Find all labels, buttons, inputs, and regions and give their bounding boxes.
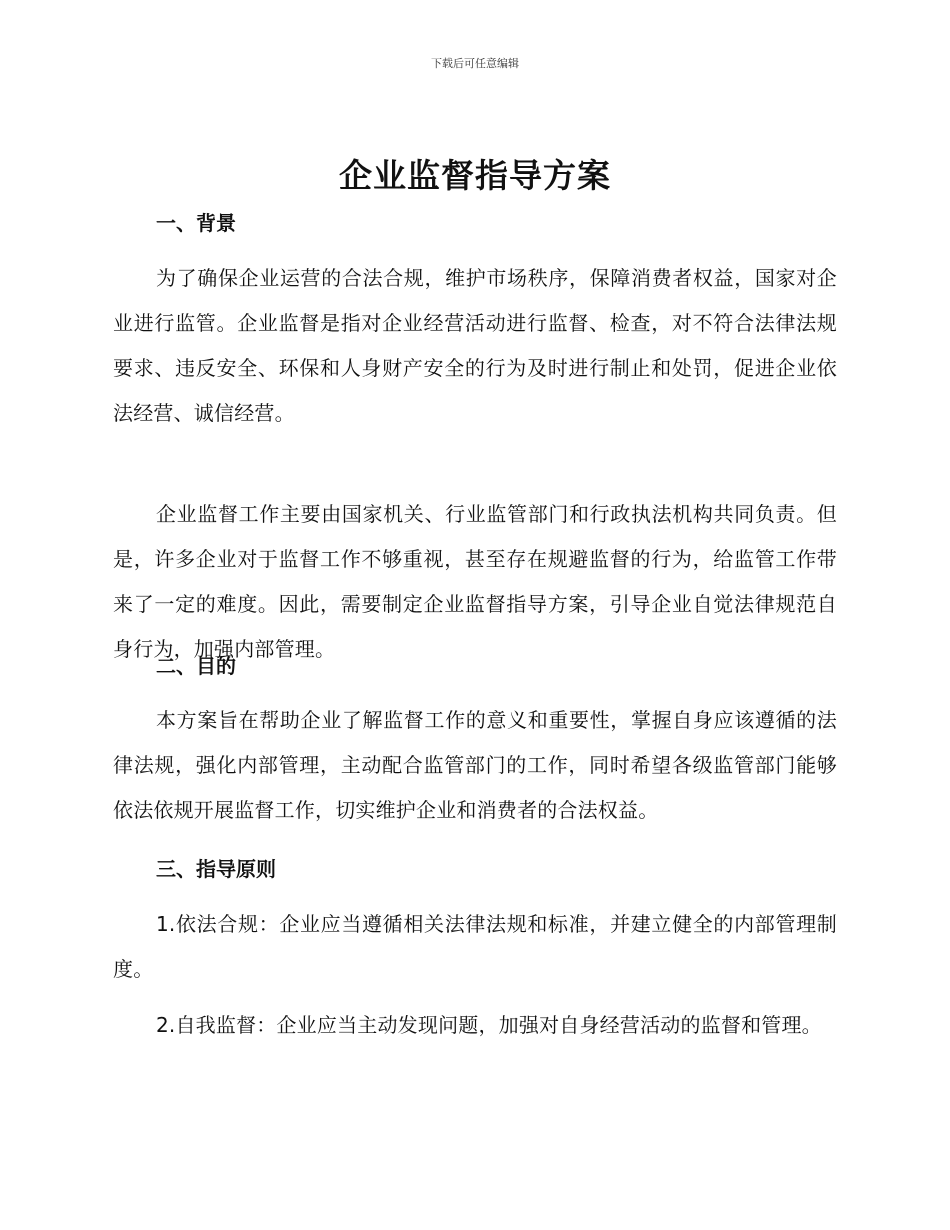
document-title: 企业监督指导方案 bbox=[339, 156, 611, 195]
section-heading-principles: 三、指导原则 bbox=[156, 857, 276, 881]
paragraph: 为了确保企业运营的合法合规，维护市场秩序，保障消费者权益，国家对企业进行监管。企业监督是指对企业经营活动进行监督、检查，对不符合法律法规要求、违反安全、环保和人身财产安全的行为及时进行制止和处罚，促进企业依法经营、诚信经营。 bbox=[113, 266, 837, 425]
paragraph: 1.依法合规：企业应当遵循相关法律法规和标准，并建立健全的内部管理制度。 bbox=[113, 912, 837, 981]
section-heading-purpose: 二、目的 bbox=[156, 654, 236, 678]
header-note: 下载后可任意编辑 bbox=[431, 57, 519, 70]
section-heading-background: 一、背景 bbox=[156, 211, 236, 235]
paragraph: 企业监督工作主要由国家机关、行业监管部门和行政执法机构共同负责。但是，许多企业对于监督工作不够重视，甚至存在规避监督的行为，给监管工作带来了一定的难度。因此，需要制定企业监督指导方案，引导企业自觉法律规范自身行为，加强内部管理。 bbox=[113, 502, 837, 661]
paragraph: 本方案旨在帮助企业了解监督工作的意义和重要性，掌握自身应该遵循的法律法规，强化内部管理，主动配合监管部门的工作，同时希望各级监管部门能够依法依规开展监督工作，切实维护企业和消费者的合法权益。 bbox=[113, 708, 837, 822]
paragraph: 2.自我监督：企业应当主动发现问题，加强对自身经营活动的监督和管理。 bbox=[156, 1013, 822, 1037]
